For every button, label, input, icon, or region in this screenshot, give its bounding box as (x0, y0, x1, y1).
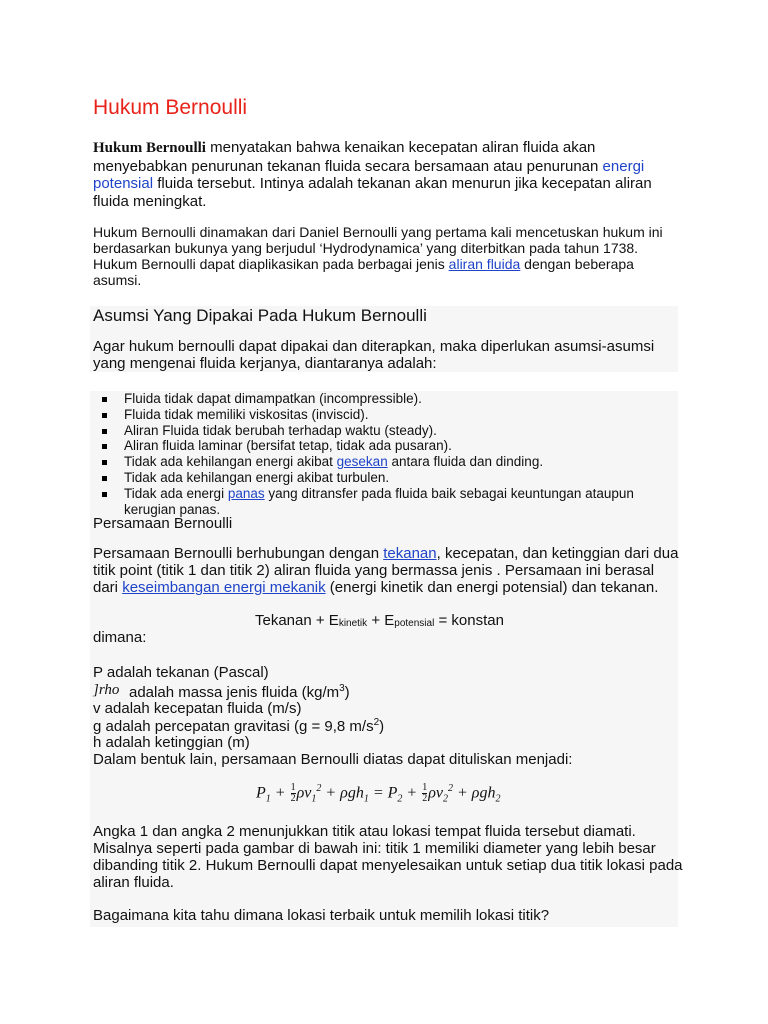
h-definition: h adalah ketinggian (m) (93, 734, 250, 751)
dimana-label: dimana: (93, 629, 147, 646)
g-definition: g adalah percepatan gravitasi (g = 9,8 $m/s^2$) (93, 717, 385, 735)
history-paragraph: Hukum Bernoulli dinamakan dari Daniel Bernoulli yang pertama kali mencetuskan hukum ini berdasarkan bukunya yang berjudul ‘Hydrodynamica’ yang diterbitkan pada tahun 1738. Hukum Bernoulli dapat diaplikasikan pada berbagai jenis aliran fluida dengan beberapa asumsi. (93, 224, 663, 288)
gesekan-link[interactable]: gesekan (336, 454, 388, 470)
rho-symbol: ]rho (93, 682, 120, 698)
energi-potensial-link[interactable]: energi potensial (93, 157, 645, 192)
list-item: Aliran fluida laminar (bersifat tetap, tidak ada pusaran). (102, 438, 672, 454)
rho-definition: adalah massa jenis fluida $(kg/m^3)$ (129, 683, 350, 701)
list-item: Aliran Fluida tidak berubah terhadap waktu (steady). (102, 423, 672, 439)
intro-bold-term: Hukum Bernoulli (93, 140, 206, 156)
other-form-text: Dalam bentuk lain, persamaan Bernoulli diatas dapat dituliskan menjadi: (93, 751, 573, 768)
intro-paragraph: Hukum Bernoulli menyatakan bahwa kenaikan kecepatan aliran fluida akan menyebabkan penurunan tekanan fluida secara bersamaan atau penurunan energi potensial fluida tersebut. Intinya adalah tekanan akan menurun jika kecepatan aliran fluida meningkat. (93, 139, 652, 210)
assumptions-heading: Asumsi Yang Dipakai Pada Hukum Bernoulli (93, 306, 427, 325)
panas-link[interactable]: panas (227, 485, 265, 501)
equation-paragraph: Persamaan Bernoulli berhubungan dengan tekanan, kecepatan, dan ketinggian dari dua titik point (titik 1 dan titik 2) aliran fluida yang bermassa jenis . Persamaan ini berasal dari keseimbangan energi mekanik (energi kinetik dan energi potensial) dan tekanan. (93, 545, 679, 596)
word-equation: Tekanan + $E_{kinetik} + E_{potensial}$ = konstan (255, 612, 504, 629)
assumptions-intro: Agar hukum bernoulli dapat dipakai dan diterapkan, maka diperlukan asumsi-asumsi yang mengenai fluida kerjanya, diantaranya adalah: (93, 338, 655, 372)
bernoulli-formula: $P_1$ + $\frac{1}{2}$ $\rho v_1^2 + \rho gh_1 = P_2$ + $\frac{1}{2}$ $\rho v_2^2 + \rho gh_2$ (256, 782, 501, 805)
list-item: Fluida tidak memiliki viskositas (inviscid). (102, 407, 672, 423)
list-item: Tidak ada kehilangan energi akibat gesekan antara fluida dan dinding. (102, 454, 672, 470)
explanation-paragraph: Angka 1 dan angka 2 menunjukkan titik atau lokasi tempat fluida tersebut diamati. Misalnya seperti pada gambar di bawah ini: titik 1 memiliki diameter yang lebih besar dibanding titik 2. Hukum Bernoulli dapat menyelesaikan untuk setiap dua titik lokasi pada aliran fluida. (93, 823, 683, 891)
question-text: Bagaimana kita tahu dimana lokasi terbaik untuk memilih lokasi titik? (93, 907, 550, 924)
list-item: Tidak ada kehilangan energi akibat turbulen. (102, 470, 672, 486)
p-definition: P adalah tekanan (Pascal) (93, 664, 269, 681)
equation-heading: Persamaan Bernoulli (93, 515, 233, 532)
keseimbangan-energi-link[interactable]: keseimbangan energi mekanik (122, 579, 326, 596)
list-item: Fluida tidak dapat dimampatkan (incompressible). (102, 391, 672, 407)
tekanan-link[interactable]: tekanan (383, 545, 437, 562)
assumptions-list (102, 391, 672, 517)
list-item: Tidak ada energi panas yang ditransfer pada fluida baik sebagai keuntungan ataupun kerugian panas. (102, 486, 672, 518)
aliran-fluida-link[interactable]: aliran fluida (448, 256, 521, 272)
page-title: Hukum Bernoulli (93, 96, 248, 119)
v-definition: v adalah kecepatan fluida (m/s) (93, 700, 302, 717)
